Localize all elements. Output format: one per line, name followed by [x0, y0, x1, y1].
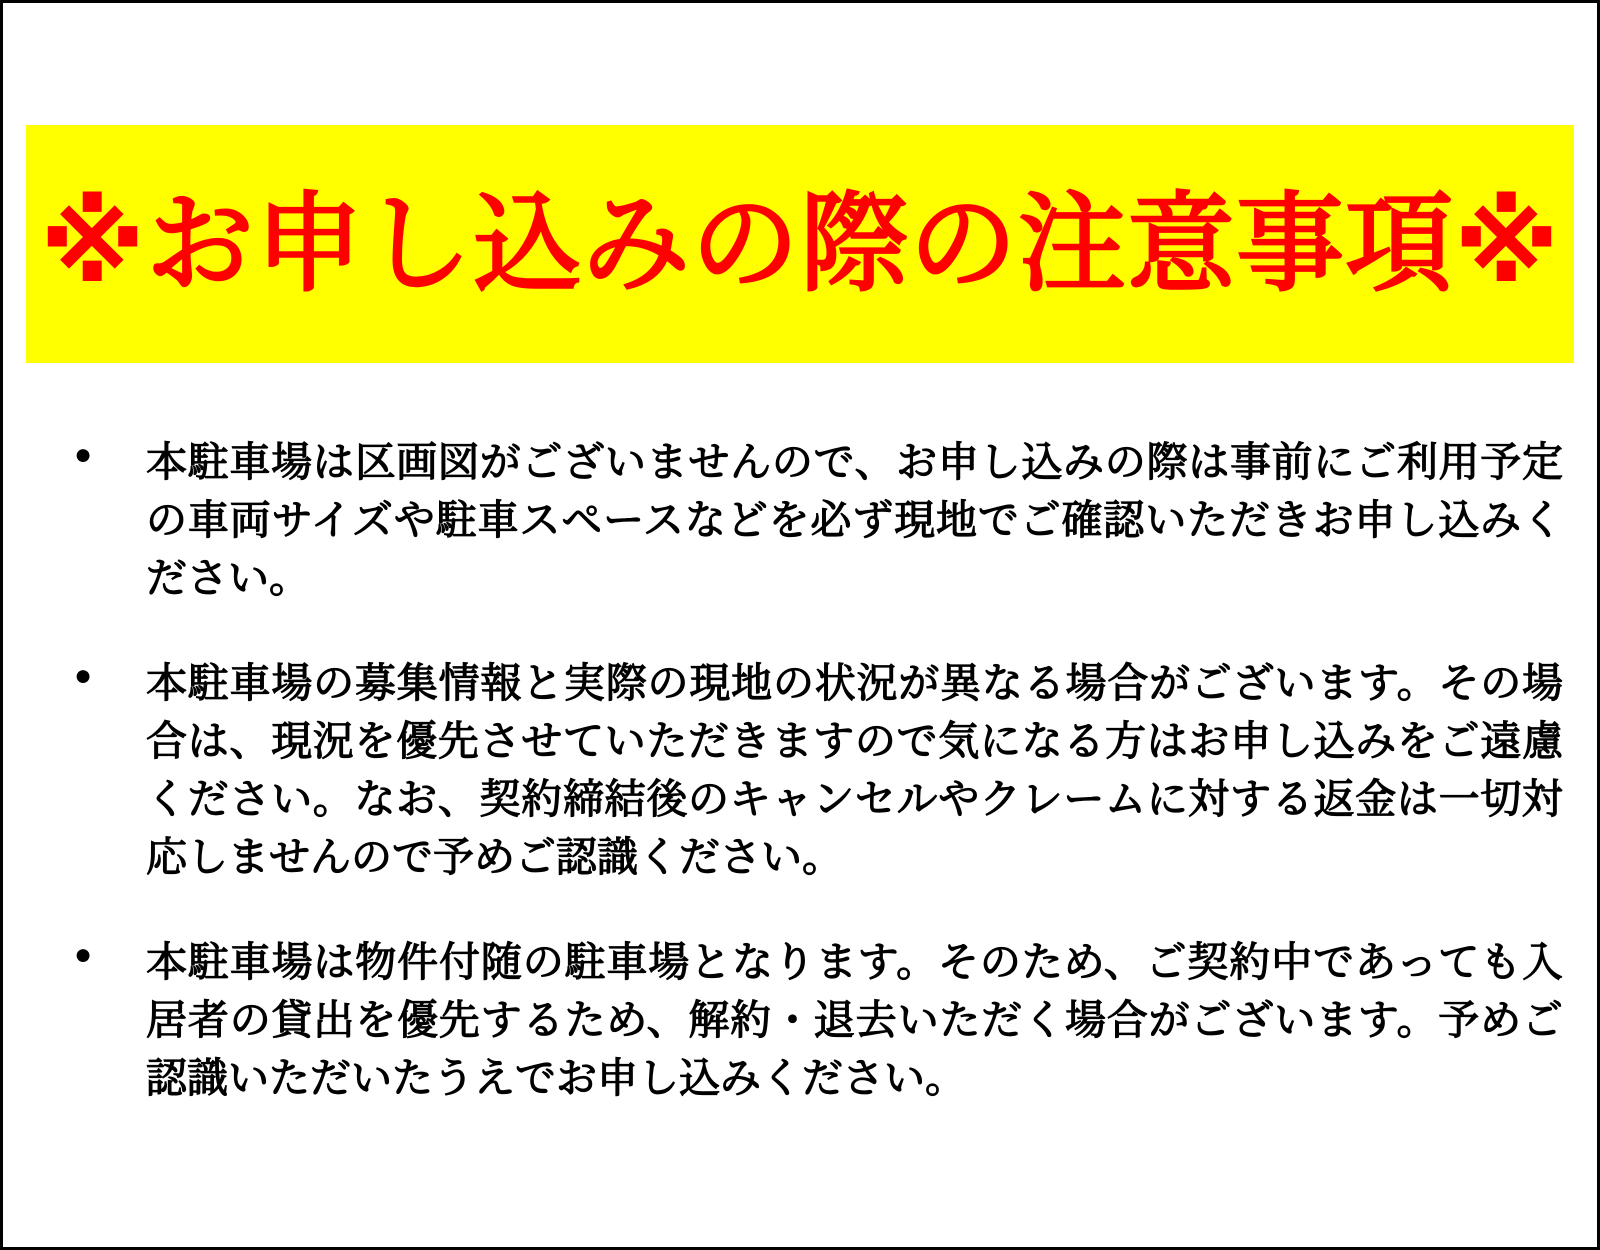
note-text: 本駐車場は区画図がございませんので、お申し込みの際は事前にご利用予定の車両サイズや駐車スペースなどを必ず現地でご確認いただきお申し込みください。 — [146, 439, 1563, 602]
notes-list — [3, 433, 1600, 1153]
title-banner — [26, 125, 1574, 363]
list-item — [58, 654, 1563, 887]
note-text: 本駐車場の募集情報と実際の現地の状況が異なる場合がございます。その場合は、現況を優先させていただきますので気になる方はお申し込みをご遠慮ください。なお、契約締結後のキャンセルやクレームに対する返金は一切対応しませんので予めご認識ください。 — [146, 659, 1563, 881]
list-item — [58, 933, 1563, 1108]
bullet-icon: ● — [74, 438, 93, 471]
list-item — [58, 433, 1563, 608]
bullet-icon: ● — [74, 658, 93, 692]
page-title: ※お申し込みの際の注意事項※ — [40, 183, 1560, 305]
note-text: 本駐車場は物件付随の駐車場となります。そのため、ご契約中であっても入居者の貸出を優先するため、解約・退去いただく場合がございます。予めご認識いただいたうえでお申し込みください。 — [146, 938, 1563, 1101]
bullet-icon: ● — [74, 937, 93, 971]
